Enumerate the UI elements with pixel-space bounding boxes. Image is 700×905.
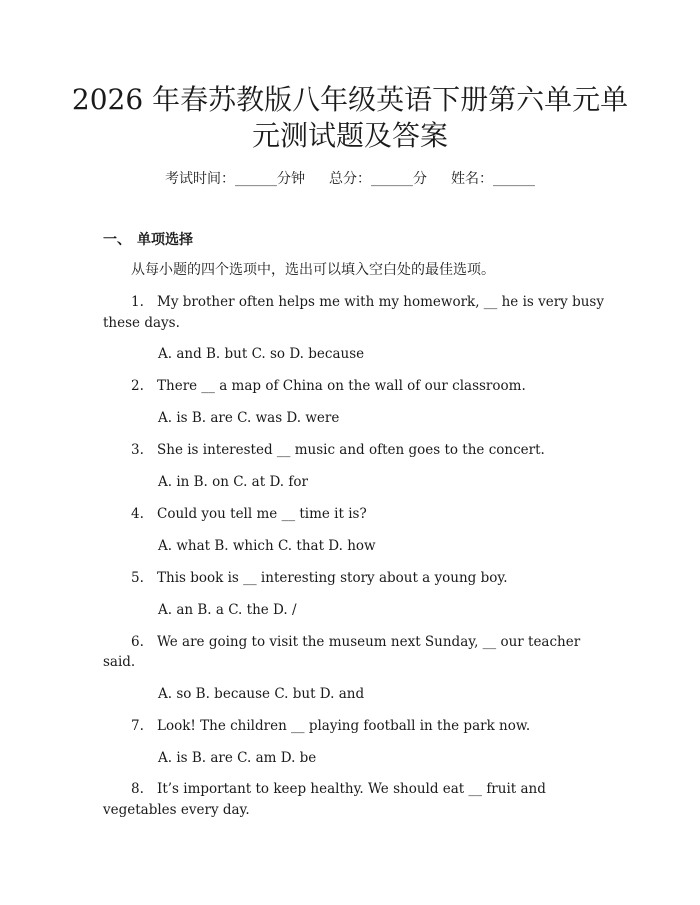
question-7-options: A. is B. are C. am D. be bbox=[158, 750, 317, 766]
question-text: Could you tell me __ time it is? bbox=[157, 506, 367, 522]
section-heading bbox=[103, 229, 193, 249]
question-4 bbox=[131, 504, 367, 524]
question-6 bbox=[131, 632, 580, 652]
question-1-continued: these days. bbox=[103, 315, 180, 331]
question-number: 4. bbox=[131, 506, 144, 522]
question-number: 2. bbox=[131, 378, 144, 394]
question-number: 6. bbox=[131, 634, 144, 650]
question-number: 7. bbox=[131, 718, 144, 734]
question-3-options: A. in B. on C. at D. for bbox=[158, 474, 308, 490]
question-text: This book is __ interesting story about a young boy. bbox=[157, 570, 508, 586]
question-text: We are going to visit the museum next Sunday, __ our teacher bbox=[157, 634, 581, 650]
question-5 bbox=[131, 568, 508, 588]
question-text: It’s important to keep healthy. We should eat __ fruit and bbox=[157, 781, 546, 797]
question-1 bbox=[131, 292, 604, 312]
question-number: 3. bbox=[131, 442, 144, 458]
exam-name: 姓名：______ bbox=[451, 171, 535, 187]
question-6-options: A. so B. because C. but D. and bbox=[158, 686, 365, 702]
question-2-options: A. is B. are C. was D. were bbox=[158, 410, 340, 426]
question-text: She is interested __ music and often goes to the concert. bbox=[157, 442, 545, 458]
question-text: My brother often helps me with my homework, __ he is very busy bbox=[157, 294, 604, 310]
question-number: 8. bbox=[131, 781, 144, 797]
exam-time: 考试时间：______分钟 bbox=[165, 171, 305, 187]
question-4-options: A. what B. which C. that D. how bbox=[158, 538, 376, 554]
question-3 bbox=[131, 440, 545, 460]
question-text: Look! The children __ playing football in the park now. bbox=[157, 718, 531, 734]
question-text: There __ a map of China on the wall of our classroom. bbox=[157, 378, 526, 394]
question-8-continued: vegetables every day. bbox=[103, 802, 250, 818]
question-number: 1. bbox=[131, 294, 144, 310]
question-number: 5. bbox=[131, 570, 144, 586]
question-6-continued: said. bbox=[103, 654, 136, 670]
question-1-options: A. and B. but C. so D. because bbox=[158, 346, 365, 362]
exam-title-line2: 元测试题及答案 bbox=[251, 119, 448, 152]
exam-meta bbox=[0, 168, 700, 188]
exam-title-line1: 2026 年春苏教版八年级英语下册第六单元单 bbox=[71, 83, 629, 116]
section-instruction: 从每小题的四个选项中，选出可以填入空白处的最佳选项。 bbox=[131, 262, 495, 278]
section-number: 一、 bbox=[103, 232, 131, 248]
exam-score: 总分：______分 bbox=[329, 171, 427, 187]
section-title: 单项选择 bbox=[137, 232, 193, 248]
question-2 bbox=[131, 376, 526, 396]
question-7 bbox=[131, 716, 530, 736]
question-5-options: A. an B. a C. the D. / bbox=[158, 602, 297, 618]
question-8 bbox=[131, 779, 546, 799]
